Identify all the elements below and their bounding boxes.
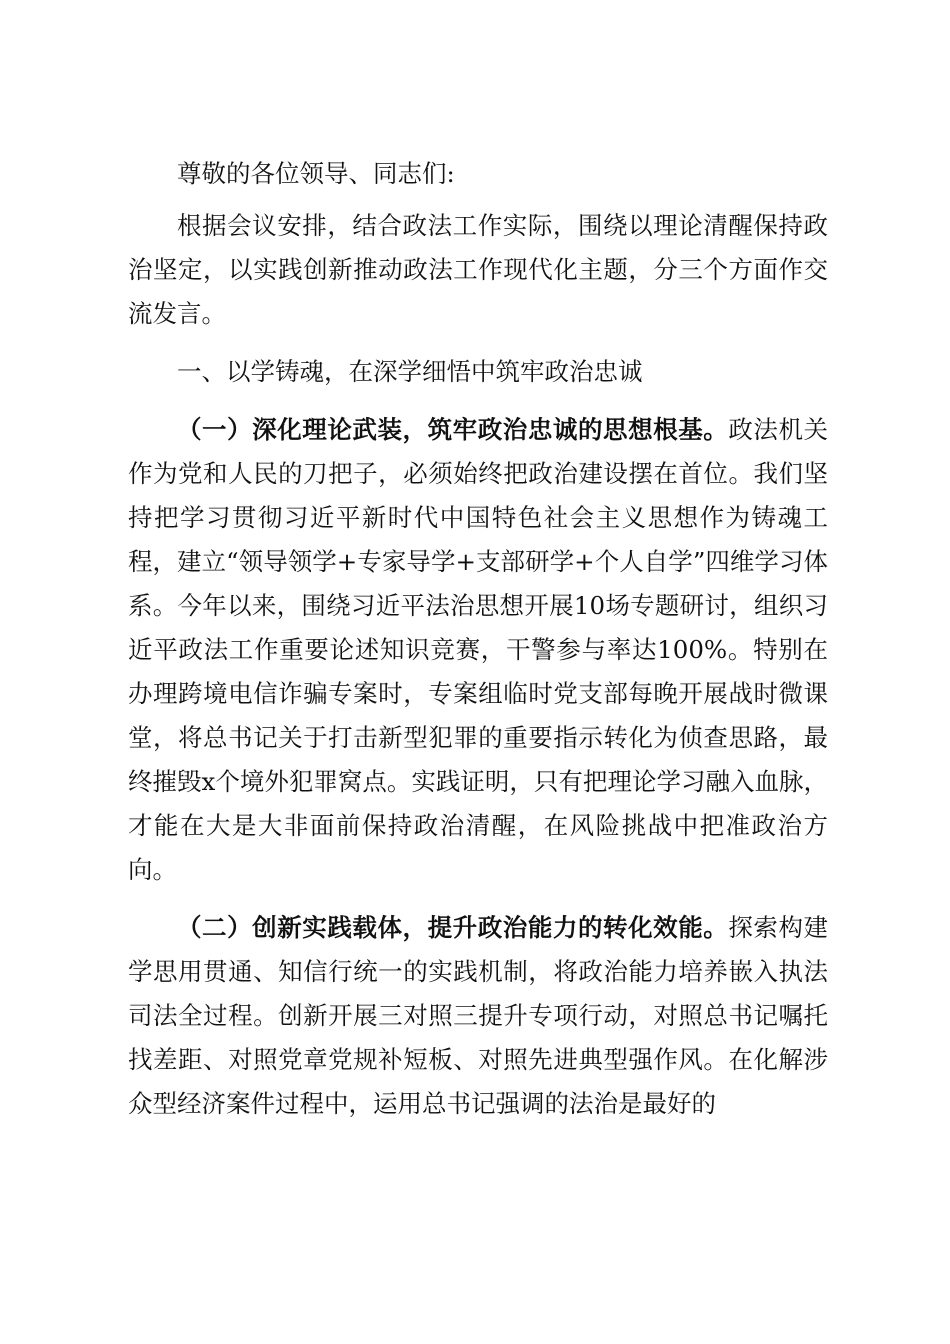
document-body (128, 152, 828, 1126)
paragraph-practice-innovation (128, 906, 828, 1126)
paragraph-lead-heading: （一）深化理论武装，筑牢政治忠诚的思想根基。 (177, 415, 729, 444)
paragraph-body-text: 探索构建学思用贯通、知信行统一的实践机制，将政治能力培养嵌入执法司法全过程。创新开展三对照三提升专项行动，对照总书记嘱托找差距、对照党章党规补短板、对照先进典型强作风。在化解涉众型经济案件过程中，运用总书记强调的法治是最好的 (128, 913, 829, 1118)
salutation: 尊敬的各位领导、同志们: (177, 159, 455, 188)
paragraph-theory-study (128, 408, 828, 892)
paragraph-lead-heading: （二）创新实践载体，提升政治能力的转化效能。 (177, 913, 729, 942)
section-heading: 一、以学铸魂，在深学细悟中筑牢政治忠诚 (177, 357, 643, 386)
paragraph-body-text: 政法机关作为党和人民的刀把子，必须始终把政治建设摆在首位。我们坚持把学习贯彻习近平新时代中国特色社会主义思想作为铸魂工程，建立“领导领学+专家导学+支部研学+个人自学”四维学习体系。今年以来，围绕习近平法治思想开展10场专题研讨，组织习近平政法工作重要论述知识竞赛，干警参与率达100%。特别在办理跨境电信诈骗专案时，专案组临时党支部每晚开展战时微课堂，将总书记关于打击新型犯罪的重要指示转化为侦查思路，最终摧毁x个境外犯罪窝点。实践证明，只有把理论学习融入血脉，才能在大是大非面前保持政治清醒，在风险挑战中把准政治方向。 (128, 415, 829, 884)
intro-paragraph: 根据会议安排，结合政法工作实际，围绕以理论清醒保持政治坚定，以实践创新推动政法工作现代化主题，分三个方面作交流发言。 (128, 211, 828, 328)
